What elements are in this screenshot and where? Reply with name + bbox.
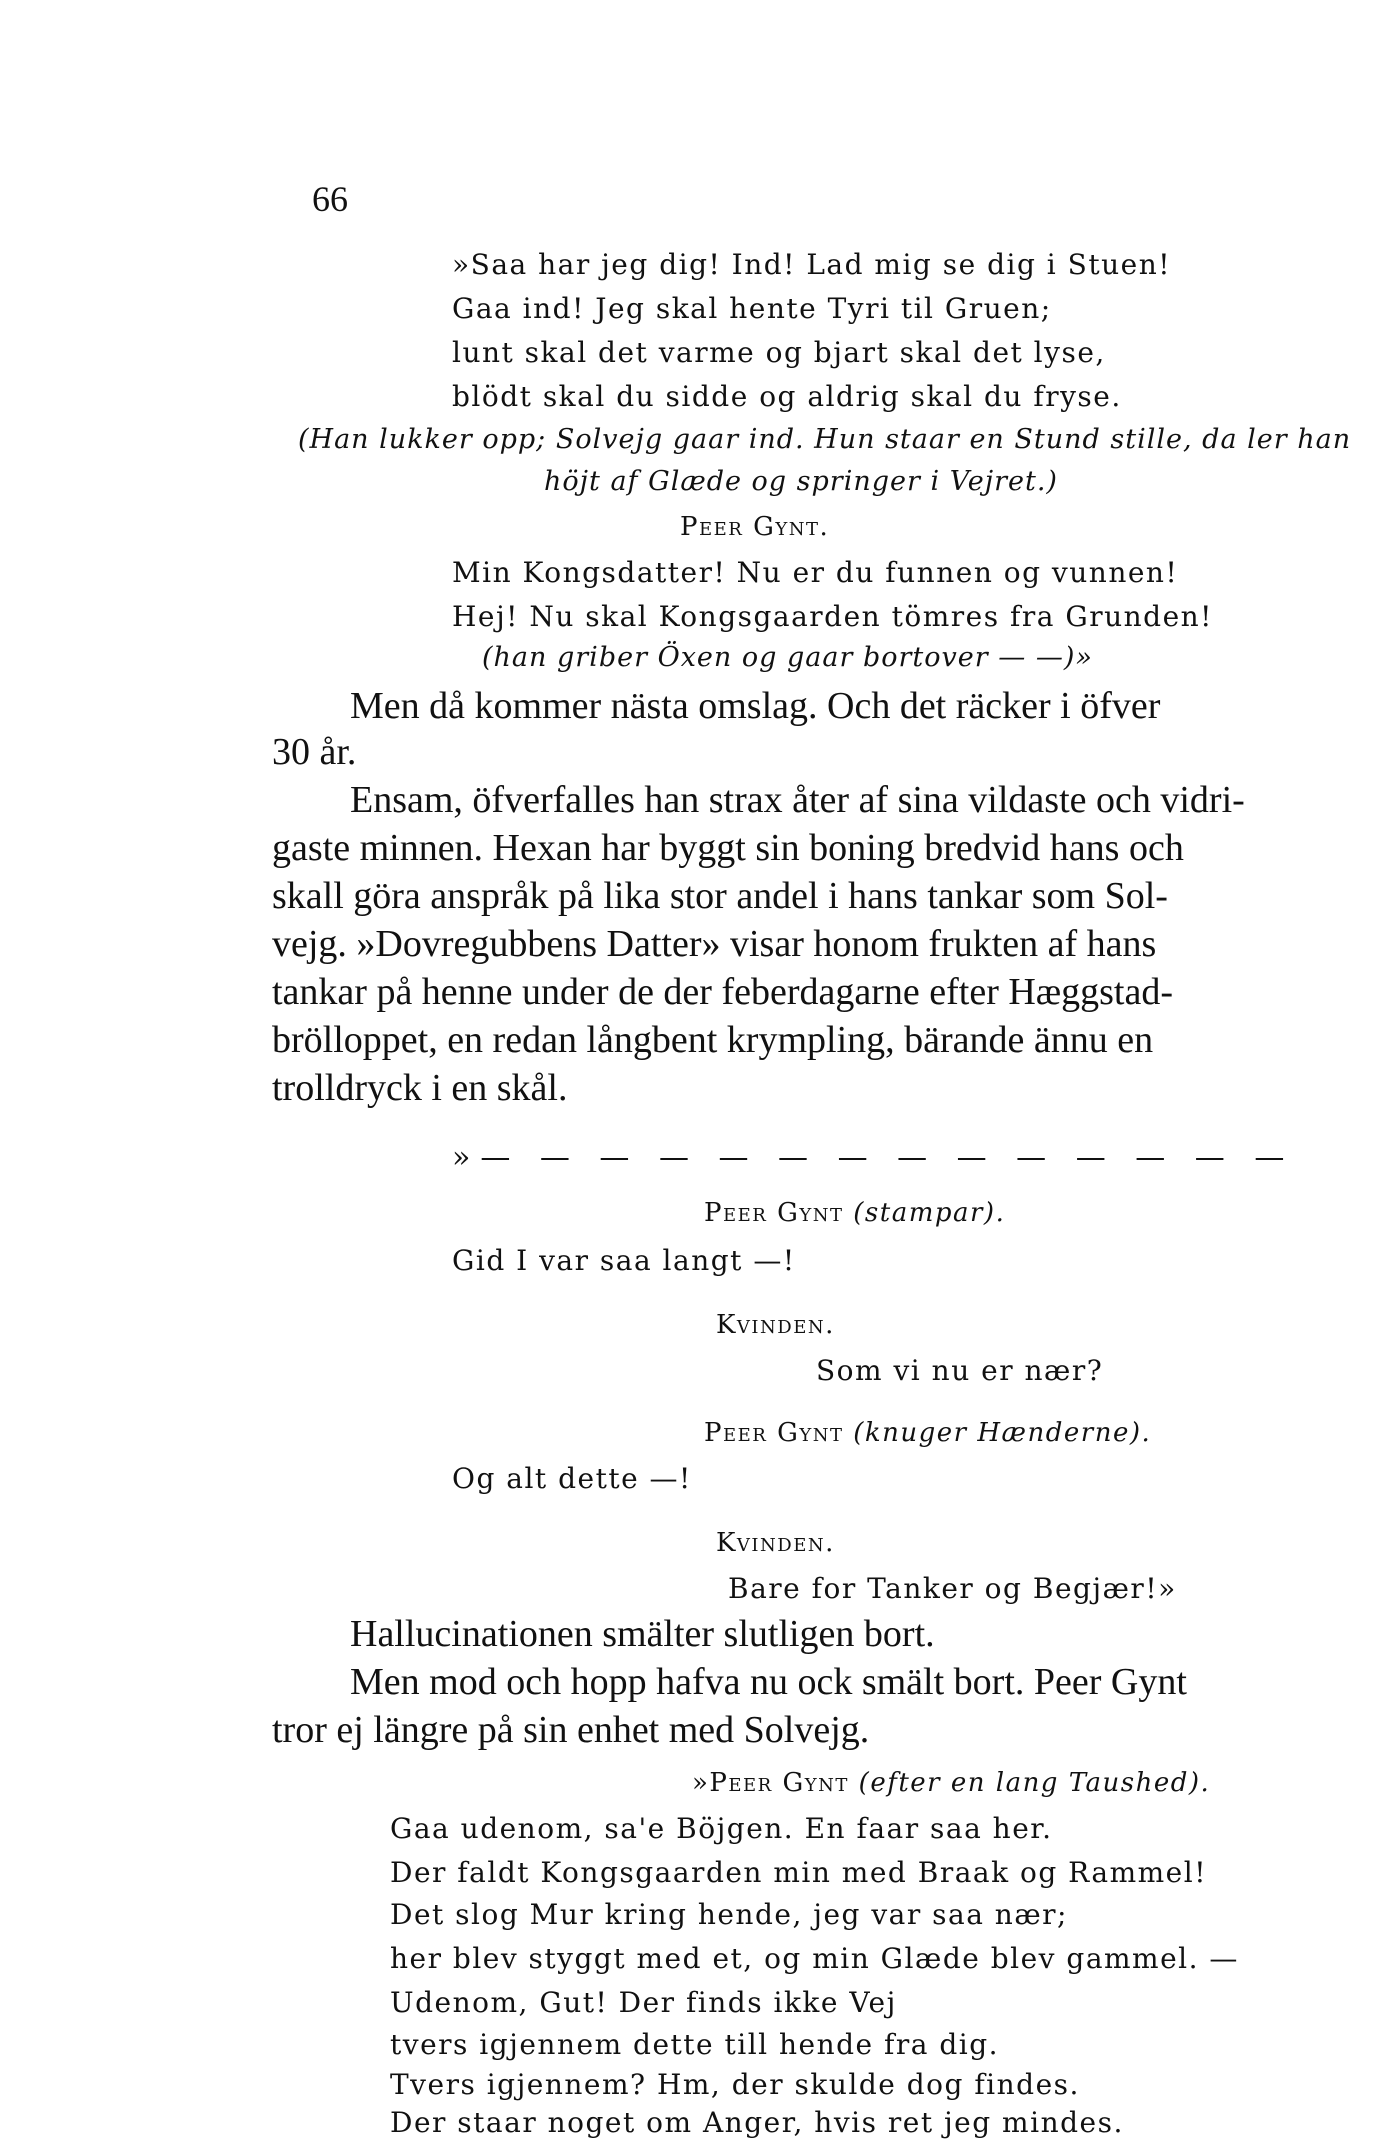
- prose-line: Men mod och hopp hafva nu ock smält bort. Peer Gynt: [350, 1661, 1187, 1703]
- prose-line: 30 år.: [272, 731, 357, 773]
- verse-line: blödt skal du sidde og aldrig skal du fryse.: [452, 380, 1122, 413]
- speaker-name: [704, 1198, 1005, 1228]
- verse-line: Bare for Tanker og Begjær!»: [728, 1572, 1177, 1605]
- verse-line: Udenom, Gut! Der finds ikke Vej: [390, 1986, 897, 2019]
- page-number: 66: [312, 179, 348, 219]
- prose-line: vejg. »Dovregubbens Datter» visar honom frukten af hans: [272, 923, 1157, 965]
- verse-line: Gaa udenom, sa'e Böjgen. En faar saa her.: [390, 1812, 1053, 1845]
- speaker-label: Kvinden.: [716, 1528, 835, 1558]
- verse-line: Hej! Nu skal Kongsgaarden tömres fra Grunden!: [452, 600, 1213, 633]
- dash-line: »— — — — — — — — — — — — — —: [452, 1140, 1295, 1175]
- verse-line: Det slog Mur kring hende, jeg var saa nær;: [390, 1898, 1068, 1931]
- prose-line: brölloppet, en redan långbent krympling, bärande ännu en: [272, 1019, 1154, 1061]
- stage-direction: (Han lukker opp; Solvejg gaar ind. Hun staar en Stund stille, da ler han: [298, 424, 1352, 455]
- speaker-name: [716, 1310, 835, 1340]
- prose-line: trolldryck i en skål.: [272, 1067, 568, 1109]
- speaker-name: [704, 1418, 1151, 1448]
- prose-line: Men då kommer nästa omslag. Och det räcker i öfver: [350, 685, 1161, 727]
- verse-line: her blev styggt med et, og min Glæde blev gammel. —: [390, 1942, 1239, 1975]
- speaker-name: [716, 1528, 835, 1558]
- speaker-label: Peer Gynt: [704, 1418, 844, 1448]
- verse-line: Der staar noget om Anger, hvis ret jeg mindes.: [390, 2106, 1124, 2139]
- verse-line: lunt skal det varme og bjart skal det lyse,: [452, 336, 1106, 369]
- verse-line: Gid I var saa langt —!: [452, 1244, 796, 1277]
- speaker-label: Kvinden.: [716, 1310, 835, 1340]
- speaker-direction: (efter en lang Taushed).: [858, 1768, 1211, 1798]
- prose-line: tror ej längre på sin enhet med Solvejg.: [272, 1709, 870, 1751]
- speaker-label: Peer Gynt: [704, 1198, 844, 1228]
- speaker-direction: (stampar).: [853, 1198, 1006, 1228]
- speaker-direction: (knuger Hænderne).: [853, 1418, 1152, 1448]
- verse-line: Som vi nu er nær?: [816, 1354, 1104, 1387]
- verse-line: Der faldt Kongsgaarden min med Braak og Rammel!: [390, 1856, 1207, 1889]
- verse-line: Tvers igjennem? Hm, der skulde dog findes.: [390, 2068, 1080, 2101]
- verse-line: Og alt dette —!: [452, 1462, 692, 1495]
- speaker-label: Peer Gynt.: [680, 512, 830, 542]
- prose-line: Hallucinationen smälter slutligen bort.: [350, 1613, 935, 1655]
- prose-line: gaste minnen. Hexan har byggt sin boning bredvid hans och: [272, 827, 1184, 869]
- verse-line: »Saa har jeg dig! Ind! Lad mig se dig i Stuen!: [452, 248, 1171, 281]
- prose-line: Ensam, öfverfalles han strax åter af sina vildaste och vidri-: [350, 779, 1245, 821]
- prose-line: tankar på henne under de der feberdagarne efter Hæggstad-: [272, 971, 1173, 1013]
- speaker-name: [692, 1768, 1210, 1798]
- stage-direction: höjt af Glæde og springer i Vejret.): [544, 466, 1058, 497]
- verse-line: Min Kongsdatter! Nu er du funnen og vunnen!: [452, 556, 1179, 589]
- verse-line: tvers igjennem dette till hende fra dig.: [390, 2028, 1000, 2061]
- speaker-label: »Peer Gynt: [692, 1768, 849, 1798]
- prose-line: skall göra anspråk på lika stor andel i hans tankar som Sol-: [272, 875, 1168, 917]
- stage-direction: (han griber Öxen og gaar bortover — —)»: [482, 642, 1093, 673]
- verse-line: Gaa ind! Jeg skal hente Tyri til Gruen;: [452, 292, 1052, 325]
- speaker-name: [680, 512, 829, 542]
